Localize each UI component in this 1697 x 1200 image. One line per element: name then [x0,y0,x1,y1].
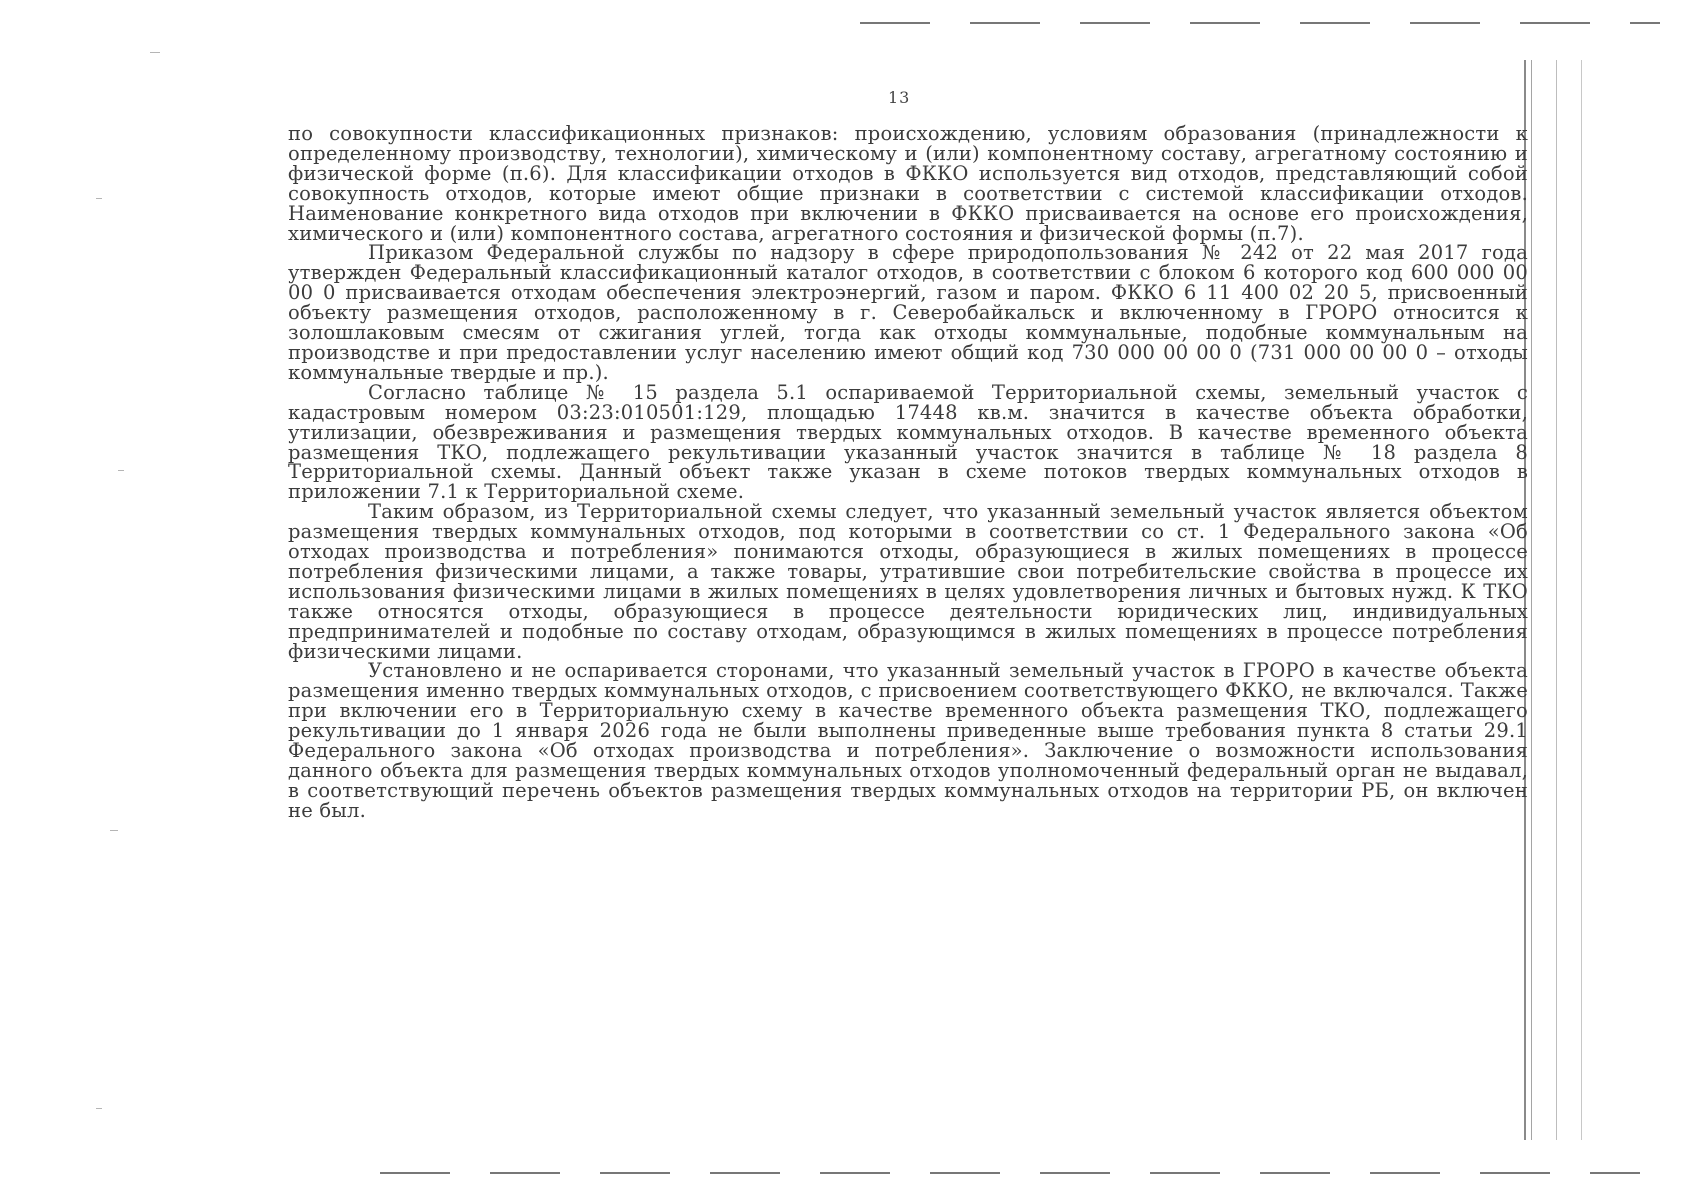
scan-artifact-left-tick [96,1108,102,1109]
document-body [288,124,1528,821]
paragraph: Таким образом, из Территориальной схемы следует, что указанный земельный участок является объектом размещения твердых коммунальных отходов, под которыми в соответствии со ст. 1 Федерального закона «Об отходах производства и потребления» понимаются отходы, образующиеся в жилых помещениях в процессе потребления физическими лицами, а также товары, утратившие свои потребительские свойства в процессе их использования физическими лицами в жилых помещениях в целях удовлетворения личных и бытовых нужд. К ТКО также относятся отходы, образующиеся в процессе деятельности юридических лиц, индивидуальных предпринимателей и подобные по составу отходам, образующимся в жилых помещениях в процессе потребления физическими лицами. [288,500,1528,663]
scan-artifact-right-edge-3 [1556,60,1557,1140]
scan-artifact-top-dashes [860,22,1660,24]
scan-artifact-bottom-dashes [380,1172,1640,1174]
scan-artifact-right-edge-4 [1581,60,1582,1140]
scan-artifact-left-tick [96,198,102,199]
scan-artifact-left-tick [110,830,118,831]
scan-artifact-left-tick [150,52,160,53]
paragraph: Согласно таблице № 15 раздела 5.1 оспариваемой Территориальной схемы, земельный участок с кадастровым номером 03:23:010501:129, площадью 17448 кв.м. значится в качестве объекта обработки, утилизации, обезвреживания и размещения твердых коммунальных отходов. В качестве временного объекта размещения ТКО, подлежащего рекультивации указанный участок значится в таблице № 18 раздела 8 Территориальной схемы. Данный объект также указан в схеме потоков твердых коммунальных отходов в приложении 7.1 к Территориальной схеме. [288,380,1528,504]
paragraph: по совокупности классификационных признаков: происхождению, условиям образования (принадлежности к определенному производству, технологии), химическому и (или) компонентному составу, агрегатному состоянию и физической форме (п.6). Для классификации отходов в ФККО используется вид отходов, представляющий собой совокупность отходов, которые имеют общие признаки в соответствии с системой классификации отходов. Наименование конкретного вида отходов при включении в ФККО присваивается на основе его происхождения, химического и (или) компонентного состава, агрегатного состояния и физической формы (п.7). [288,122,1528,245]
page-number: 13 [888,88,911,107]
scan-artifact-right-edge-2 [1531,60,1532,1140]
paragraph: Приказом Федеральной службы по надзору в сфере природопользования № 242 от 22 мая 2017 года утвержден Федеральный классификационный каталог отходов, в соответствии с блоком 6 которого код 600 000 00 00 0 присваивается отходам обеспечения электроэнергий, газом и паром. ФККО 6 11 400 02 20 5, присвоенный объекту размещения отходов, расположенному в г. Северобайкальск и включенному в ГРОРО относится к золошлаковым смесям от сжигания углей, тогда как отходы коммунальные, подобные коммунальным на производстве и при предоставлении услуг населению имеют общий код 730 000 00 00 0 (731 000 00 00 0 – отходы коммунальные твердые и пр.). [288,241,1528,384]
scan-artifact-left-tick [118,470,124,471]
paragraph: Установлено и не оспаривается сторонами, что указанный земельный участок в ГРОРО в качестве объекта размещения именно твердых коммунальных отходов, с присвоением соответствующего ФККО, не включался. Также при включении его в Территориальную схему в качестве временного объекта размещения ТКО, подлежащего рекультивации до 1 января 2026 года не были выполнены приведенные выше требования пункта 8 статьи 29.1 Федерального закона «Об отходах производства и потребления». Заключение о возможности использования данного объекта для размещения твердых коммунальных отходов уполномоченный федеральный орган не выдавал, в соответствующий перечень объектов размещения твердых коммунальных отходов на территории РБ, он включен не был. [288,659,1528,822]
